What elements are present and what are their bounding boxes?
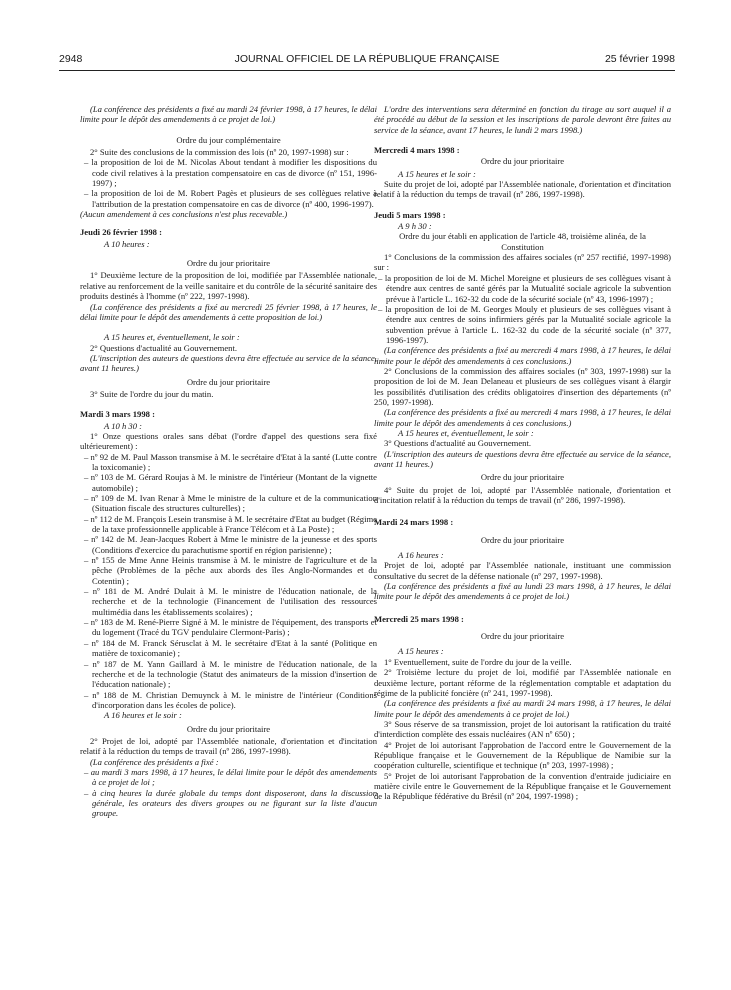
list-item: – nº 112 de M. François Lesein transmise à M. le secrétaire d'Etat au budget (Régime de la taxe professionnelle applicable à France Télécom et à La Poste) ; [84, 513, 377, 535]
list-item: – nº 103 de M. Gérard Roujas à M. le ministre de l'intérieur (Montant de la vignette automobile) ; [84, 472, 377, 493]
section-heading: Ordre du jour prioritaire [186, 723, 271, 734]
page-header [59, 53, 675, 67]
section-heading: Ordre du jour prioritaire [480, 631, 565, 642]
paragraph: 1° Deuxième lecture de la proposition de loi, modifiée par l'Assemblée nationale, relative au renforcement de la veille sanitaire et du contrôle de la sécurité sanitaire des produits destinés à l'homme (nº 222, 1997-1998). [80, 270, 377, 302]
paragraph: 1° Conclusions de la commission des affaires sociales (nº 257 rectifié, 1997-1998) sur : [374, 252, 671, 273]
day-heading: Jeudi 26 février 1998 : [80, 227, 162, 238]
paragraph: (L'inscription des auteurs de questions devra être effectuée au service de la séance, avant 11 heures.) [80, 352, 377, 374]
list-item: – nº 184 de M. Franck Sérusclat à M. le secrétaire d'Etat à la santé (Politique en matière de toxicomanie) ; [84, 637, 377, 659]
paragraph: (La conférence des présidents a fixé au lundi 23 mars 1998, à 17 heures, le délai limite pour le dépôt des amendements à ce projet de loi.) [374, 581, 671, 602]
time-label: A 15 heures : [398, 646, 444, 657]
paragraph: 4° Projet de loi autorisant l'approbation de l'accord entre le Gouvernement de la République française et le Gouvernement de la République de Namibie sur la coopération culturelle, scientifique et technique (nº 203, 1997-1998) ; [374, 739, 671, 771]
paragraph: Suite du projet de loi, adopté par l'Assemblée nationale, d'orientation et d'incitation relatif à la réduction du temps de travail (nº 286, 1997-1998). [374, 179, 671, 200]
time-label: A 9 h 30 : [398, 221, 432, 232]
page-number: 2948 [59, 53, 83, 65]
section-heading: Ordre du jour prioritaire [186, 376, 271, 387]
paragraph: 2° Conclusions de la commission des affaires sociales (nº 303, 1997-1998) sur la proposition de loi de M. Jean Delaneau et plusieurs de ses collègues visant à élargir les possibilités d'utilisation des crédits obligatoires d'insertion des départements (nº 250, 1997-1998). [374, 365, 671, 407]
list-item: – nº 181 de M. André Dulait à M. le ministre de l'éducation nationale, de la recherche et de la technologie (Financement de l'utilisation des ressources multimédia dans les établissements scolaires) ; [84, 586, 377, 617]
paragraph: 3° Suite de l'ordre du jour du matin. [90, 388, 214, 399]
list-item: – nº 188 de M. Christian Demuynck à M. le ministre de l'intérieur (Conditions d'incorporation dans les écoles de police). [84, 689, 377, 710]
list-item: – à cinq heures la durée globale du temps dont disposeront, dans la discussion générale, les orateurs des divers groupes ou ne figurant sur la liste d'aucun groupe. [84, 787, 377, 819]
list-item: – la proposition de loi de M. Michel Moreigne et plusieurs de ses collègues visant à étendre aux centres de santé gérés par la Mutualité sociale agricole la subvention prévue à l'article L. 162-32 du code de la sécurité sociale (nº 43, 1996-1997) ; [378, 272, 671, 304]
paragraph: 5° Projet de loi autorisant l'approbation de la convention d'entraide judiciaire en matière civile entre le Gouvernement de la République française et le Gouvernement de la République fédérative du Brésil (nº 204, 1997-1998) ; [374, 770, 671, 802]
paragraph: 4° Suite du projet de loi, adopté par l'Assemblée nationale, d'orientation et d'incitation relatif à la réduction du temps de travail (nº 286, 1997-1998). [374, 484, 671, 506]
left-column [80, 104, 377, 819]
time-label: A 16 heures et le soir : [104, 710, 182, 721]
section-heading: Ordre du jour prioritaire [480, 472, 565, 483]
paragraph: Projet de loi, adopté par l'Assemblée nationale, instituant une commission consultative du secret de la défense nationale (nº 297, 1997-1998). [374, 560, 671, 581]
time-label: A 10 h 30 : [104, 420, 143, 431]
list-item: – nº 187 de M. Yann Gaillard à M. le ministre de l'éducation nationale, de la recherche et de la technologie (Statut des animateurs de la mission d'insertion de l'éducation nationale) ; [84, 658, 377, 690]
paragraph: L'ordre des interventions sera déterminé en fonction du tirage au sort auquel il a été procédé au début de la session et les inscriptions de parole devront être faites au service de la séance, avant 17 heures, le lundi 2 mars 1998.) [374, 104, 671, 135]
paragraph: (La conférence des présidents a fixé au mardi 24 février 1998, à 17 heures, le délai limite pour le dépôt des amendements à ce projet de loi.) [80, 104, 377, 125]
paragraph: 1° Onze questions orales sans débat (l'ordre d'appel des questions sera fixé ultérieurement) : [80, 430, 377, 452]
list-item: – nº 109 de M. Ivan Renar à Mme le ministre de la culture et de la communication (Situation fiscale des structures culturelles) ; [84, 493, 377, 514]
header-rule [59, 70, 675, 71]
time-label: A 15 heures et, éventuellement, le soir : [398, 427, 534, 438]
paragraph: 3° Questions d'actualité au Gouvernement. [384, 438, 531, 449]
list-item: – au mardi 3 mars 1998, à 17 heures, le délai limite pour le dépôt des amendements à ce projet de loi ; [84, 766, 377, 788]
time-label: A 16 heures : [398, 550, 444, 561]
list-item: – la proposition de loi de M. Robert Pagès et plusieurs de ses collègues relative à l'attribution de la prestation compensatoire en cas de divorce (nº 400, 1996-1997). [84, 188, 377, 209]
list-item: – nº 92 de M. Paul Masson transmise à M. le secrétaire d'Etat à la santé (Lutte contre la toxicomanie) ; [84, 451, 377, 472]
paragraph: (La conférence des présidents a fixé au mercredi 4 mars 1998, à 17 heures, le délai limite pour le dépôt des amendements à ces conclusions.) [374, 407, 671, 428]
paragraph: 3° Sous réserve de sa transmission, projet de loi autorisant la ratification du traité d'interdiction complète des essais nucléaires (AN nº 650) ; [374, 718, 671, 740]
paragraph: 1° Eventuellement, suite de l'ordre du jour de la veille. [384, 656, 572, 667]
day-heading: Mardi 3 mars 1998 : [80, 409, 155, 420]
paragraph: 2° Suite des conclusions de la commission des lois (nº 20, 1997-1998) sur : [90, 147, 349, 158]
day-heading: Mercredi 25 mars 1998 : [374, 613, 464, 624]
day-heading: Mardi 24 mars 1998 : [374, 517, 454, 528]
time-label: A 10 heures : [104, 238, 150, 249]
section-heading: Ordre du jour complémentaire [176, 134, 281, 145]
section-heading: Ordre du jour établi en application de l'article 48, troisième alinéa, de la Constitution [399, 231, 646, 252]
section-heading: Ordre du jour prioritaire [480, 534, 565, 545]
paragraph: (Aucun amendement à ces conclusions n'est plus recevable.) [80, 209, 288, 220]
paragraph: (L'inscription des auteurs de questions devra être effectuée au service de la séance, avant 11 heures.) [374, 448, 671, 469]
journal-title: JOURNAL OFFICIEL DE LA RÉPUBLIQUE FRANÇAISE [234, 53, 500, 65]
right-column [374, 104, 671, 802]
list-item: – nº 183 de M. René-Pierre Signé à M. le ministre de l'équipement, des transports et du logement (Tracé du TGV pendulaire Clermont-Paris) ; [84, 617, 377, 638]
paragraph: 2° Projet de loi, adopté par l'Assemblée nationale, d'orientation et d'incitation relatif à la réduction du temps de travail (nº 286, 1997-1998). [80, 735, 377, 757]
paragraph: (La conférence des présidents a fixé au mercredi 4 mars 1998, à 17 heures, le délai limite pour le dépôt des amendements à ces conclusions.) [374, 345, 671, 366]
section-heading: Ordre du jour prioritaire [480, 156, 565, 167]
paragraph: (La conférence des présidents a fixé au mardi 24 mars 1998, à 17 heures, le délai limite pour le dépôt des amendements à ce projet de loi.) [374, 698, 671, 719]
day-heading: Jeudi 5 mars 1998 : [374, 209, 446, 220]
paragraph: 2° Troisième lecture du projet de loi, modifié par l'Assemblée nationale en deuxième lecture, portant réforme de la réglementation comptable et adaptation du régime de la publicité foncière (nº 241, 1997-1998). [374, 667, 671, 698]
paragraph: (La conférence des présidents a fixé au mercredi 25 février 1998, à 17 heures, le délai limite pour le dépôt des amendements à cette proposition de loi.) [80, 301, 377, 322]
day-heading: Mercredi 4 mars 1998 : [374, 145, 460, 156]
time-label: A 15 heures et, éventuellement, le soir : [104, 332, 240, 343]
paragraph: 2° Questions d'actualité au Gouvernement. [90, 342, 237, 353]
issue-date: 25 février 1998 [604, 53, 675, 65]
section-heading: Ordre du jour prioritaire [186, 258, 271, 269]
paragraph: (La conférence des présidents a fixé : [90, 756, 219, 767]
list-item: – la proposition de loi de M. Georges Mouly et plusieurs de ses collègues visant à étendre aux centres de soins infirmiers gérés par la Mutualité sociale agricole la subvention prévue à l'article L. 162-32 du code de la sécurité sociale (nº 377, 1996-1997). [378, 303, 671, 345]
list-item: – nº 142 de M. Jean-Jacques Robert à Mme le ministre de la jeunesse et des sports (Conditions d'exercice du parachutisme sportif en région parisienne) ; [84, 534, 377, 555]
list-item: – la proposition de loi de M. Nicolas About tendant à modifier les dispositions du code civil relatives à la prestation compensatoire en cas de divorce (nº 151, 1996-1997) ; [84, 157, 377, 189]
list-item: – nº 155 de Mme Anne Heinis transmise à M. le ministre de l'agriculture et de la pêche (Problèmes de la pêche aux abords des îles Anglo-Normandes et du Cotentin) ; [84, 555, 377, 586]
time-label: A 15 heures et le soir : [398, 168, 476, 179]
